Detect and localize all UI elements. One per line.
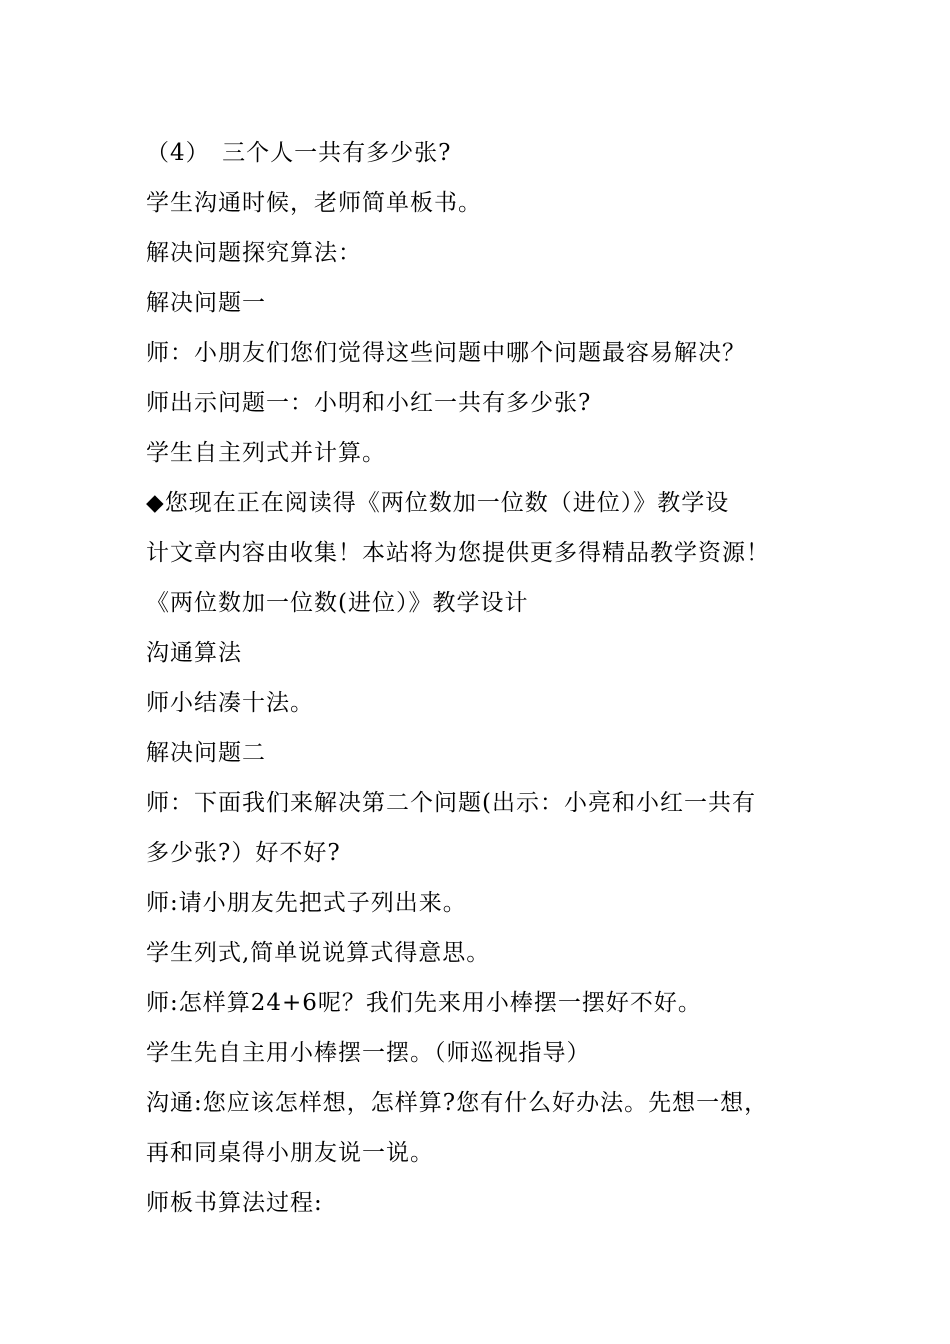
text-line: 师板书算法过程: (146, 1190, 323, 1216)
notice-line: 计文章内容由收集！本站将为您提供更多得精品教学资源！ (146, 540, 770, 566)
text-line: 师:请小朋友先把式子列出来。 (146, 890, 467, 916)
text-line: 师:怎样算24+6呢？我们先来用小棒摆一摆好不好。 (146, 990, 702, 1016)
section-heading: 解决问题二 (146, 740, 266, 766)
document-body (146, 128, 806, 1228)
text-line: 再和同桌得小朋友说一说。 (146, 1140, 434, 1166)
text-line-question-4: （4） 三个人一共有多少张? (146, 140, 452, 166)
section-heading: 解决问题探究算法： (146, 240, 362, 266)
text-line: 师：下面我们来解决第二个问题(出示：小亮和小红一共有 (146, 790, 756, 816)
section-heading: 沟通算法 (146, 640, 242, 666)
text-line: 学生先自主用小棒摆一摆。（师巡视指导） (146, 1040, 591, 1066)
document-title-line: 《两位数加一位数(进位）》教学设计 (146, 590, 529, 616)
text-line: 学生沟通时候，老师简单板书。 (146, 190, 482, 216)
section-heading: 解决问题一 (146, 290, 266, 316)
text-line: 学生列式,简单说说算式得意思。 (146, 940, 491, 966)
text-line: 师出示问题一：小明和小红一共有多少张? (146, 390, 592, 416)
notice-line: ◆您现在正在阅读得《两位数加一位数（进位）》教学设 (146, 490, 730, 516)
text-line: 师小结凑十法。 (146, 690, 314, 716)
text-line: 学生自主列式并计算。 (146, 440, 386, 466)
text-line: 沟通:您应该怎样想，怎样算?您有什么好办法。先想一想， (146, 1090, 769, 1116)
text-line: 多少张?）好不好? (146, 840, 341, 866)
text-line: 师：小朋友们您们觉得这些问题中哪个问题最容易解决？ (146, 340, 746, 366)
